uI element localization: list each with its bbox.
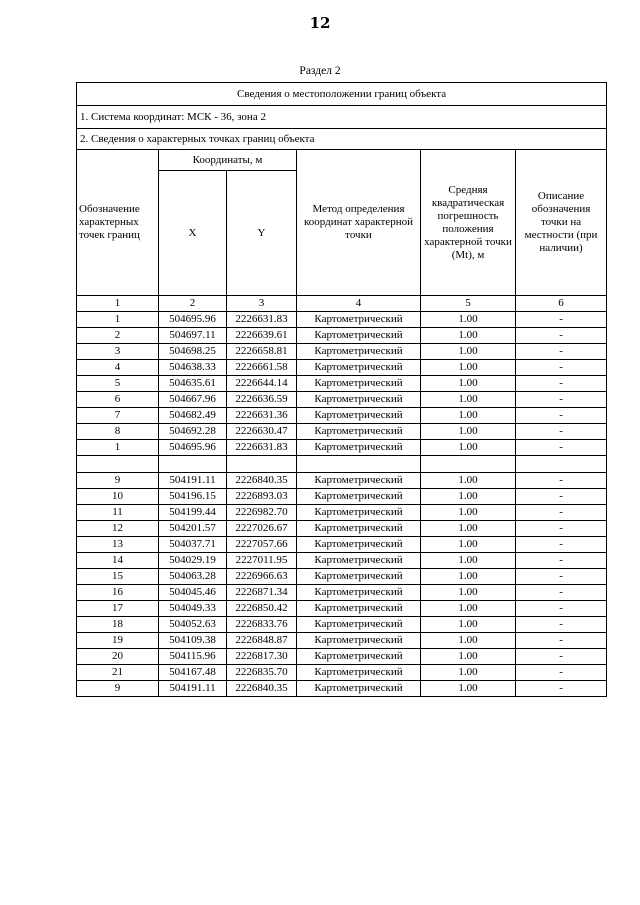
column-number: 2 bbox=[159, 296, 227, 312]
cell-error: 1.00 bbox=[421, 392, 516, 408]
cell-coord-y: 2226871.34 bbox=[227, 585, 297, 601]
cell-description: - bbox=[516, 505, 607, 521]
cell-method: Картометрический bbox=[297, 665, 421, 681]
empty-cell bbox=[227, 456, 297, 473]
table-row bbox=[77, 553, 607, 569]
cell-coord-x: 504667.96 bbox=[159, 392, 227, 408]
cell-error: 1.00 bbox=[421, 376, 516, 392]
cell-point-id: 1 bbox=[77, 312, 159, 328]
cell-coord-x: 504695.96 bbox=[159, 440, 227, 456]
cell-point-id: 21 bbox=[77, 665, 159, 681]
cell-error: 1.00 bbox=[421, 473, 516, 489]
cell-method: Картометрический bbox=[297, 569, 421, 585]
header-x: X bbox=[159, 171, 227, 296]
header-description: Описание обозначения точки на местности (при наличии) bbox=[516, 150, 607, 296]
cell-error: 1.00 bbox=[421, 585, 516, 601]
header-method: Метод определения координат характерной точки bbox=[297, 150, 421, 296]
cell-description: - bbox=[516, 328, 607, 344]
cell-method: Картометрический bbox=[297, 617, 421, 633]
cell-description: - bbox=[516, 569, 607, 585]
empty-cell bbox=[421, 456, 516, 473]
table-row bbox=[77, 360, 607, 376]
cell-description: - bbox=[516, 537, 607, 553]
cell-method: Картометрический bbox=[297, 408, 421, 424]
cell-coord-y: 2226661.58 bbox=[227, 360, 297, 376]
cell-error: 1.00 bbox=[421, 408, 516, 424]
table-row bbox=[77, 633, 607, 649]
cell-point-id: 7 bbox=[77, 408, 159, 424]
cell-description: - bbox=[516, 649, 607, 665]
cell-coord-y: 2226658.81 bbox=[227, 344, 297, 360]
cell-description: - bbox=[516, 360, 607, 376]
cell-coord-y: 2227026.67 bbox=[227, 521, 297, 537]
cell-coord-y: 2226850.42 bbox=[227, 601, 297, 617]
column-number: 6 bbox=[516, 296, 607, 312]
cell-coord-x: 504635.61 bbox=[159, 376, 227, 392]
cell-coord-y: 2226817.30 bbox=[227, 649, 297, 665]
cell-method: Картометрический bbox=[297, 360, 421, 376]
table-row bbox=[77, 376, 607, 392]
table-row bbox=[77, 392, 607, 408]
cell-method: Картометрический bbox=[297, 489, 421, 505]
column-number: 3 bbox=[227, 296, 297, 312]
table-row bbox=[77, 617, 607, 633]
cell-error: 1.00 bbox=[421, 360, 516, 376]
cell-point-id: 16 bbox=[77, 585, 159, 601]
cell-coord-y: 2227011.95 bbox=[227, 553, 297, 569]
table-row bbox=[77, 344, 607, 360]
table-row bbox=[77, 601, 607, 617]
page-number: 12 bbox=[309, 14, 331, 32]
cell-method: Картометрический bbox=[297, 473, 421, 489]
table-row bbox=[77, 681, 607, 697]
table-row bbox=[77, 440, 607, 456]
cell-error: 1.00 bbox=[421, 649, 516, 665]
cell-error: 1.00 bbox=[421, 537, 516, 553]
cell-description: - bbox=[516, 392, 607, 408]
cell-description: - bbox=[516, 489, 607, 505]
cell-coord-x: 504201.57 bbox=[159, 521, 227, 537]
cell-method: Картометрический bbox=[297, 505, 421, 521]
cell-description: - bbox=[516, 376, 607, 392]
cell-coord-x: 504638.33 bbox=[159, 360, 227, 376]
cell-coord-x: 504037.71 bbox=[159, 537, 227, 553]
cell-method: Картометрический bbox=[297, 312, 421, 328]
cell-error: 1.00 bbox=[421, 328, 516, 344]
cell-point-id: 8 bbox=[77, 424, 159, 440]
table-row bbox=[77, 489, 607, 505]
cell-coord-y: 2226636.59 bbox=[227, 392, 297, 408]
cell-method: Картометрический bbox=[297, 681, 421, 697]
cell-method: Картометрический bbox=[297, 649, 421, 665]
cell-coord-x: 504045.46 bbox=[159, 585, 227, 601]
cell-coord-y: 2226835.70 bbox=[227, 665, 297, 681]
cell-point-id: 17 bbox=[77, 601, 159, 617]
table-row bbox=[77, 312, 607, 328]
cell-coord-y: 2226893.03 bbox=[227, 489, 297, 505]
cell-point-id: 20 bbox=[77, 649, 159, 665]
column-number: 1 bbox=[77, 296, 159, 312]
cell-point-id: 14 bbox=[77, 553, 159, 569]
cell-error: 1.00 bbox=[421, 489, 516, 505]
table-title: Сведения о местоположении границ объекта bbox=[77, 83, 607, 106]
cell-coord-x: 504191.11 bbox=[159, 681, 227, 697]
cell-method: Картометрический bbox=[297, 633, 421, 649]
cell-point-id: 5 bbox=[77, 376, 159, 392]
cell-method: Картометрический bbox=[297, 376, 421, 392]
cell-method: Картометрический bbox=[297, 328, 421, 344]
cell-description: - bbox=[516, 521, 607, 537]
cell-description: - bbox=[516, 585, 607, 601]
empty-cell bbox=[516, 456, 607, 473]
cell-coord-y: 2226644.14 bbox=[227, 376, 297, 392]
cell-description: - bbox=[516, 473, 607, 489]
cell-point-id: 18 bbox=[77, 617, 159, 633]
boundary-points-table bbox=[76, 82, 607, 697]
cell-coord-y: 2226840.35 bbox=[227, 681, 297, 697]
cell-coord-x: 504049.33 bbox=[159, 601, 227, 617]
cell-point-id: 6 bbox=[77, 392, 159, 408]
column-numbers-row bbox=[77, 296, 607, 312]
table-row bbox=[77, 521, 607, 537]
cell-error: 1.00 bbox=[421, 424, 516, 440]
column-number: 5 bbox=[421, 296, 516, 312]
cell-coord-y: 2226630.47 bbox=[227, 424, 297, 440]
column-number: 4 bbox=[297, 296, 421, 312]
cell-point-id: 9 bbox=[77, 681, 159, 697]
cell-coord-y: 2227057.66 bbox=[227, 537, 297, 553]
cell-error: 1.00 bbox=[421, 617, 516, 633]
cell-error: 1.00 bbox=[421, 633, 516, 649]
cell-point-id: 12 bbox=[77, 521, 159, 537]
cell-coord-x: 504191.11 bbox=[159, 473, 227, 489]
cell-description: - bbox=[516, 440, 607, 456]
table-row bbox=[77, 665, 607, 681]
table-row bbox=[77, 424, 607, 440]
cell-description: - bbox=[516, 681, 607, 697]
cell-coord-x: 504052.63 bbox=[159, 617, 227, 633]
cell-coord-x: 504109.38 bbox=[159, 633, 227, 649]
cell-point-id: 11 bbox=[77, 505, 159, 521]
cell-error: 1.00 bbox=[421, 665, 516, 681]
cell-method: Картометрический bbox=[297, 585, 421, 601]
cell-method: Картометрический bbox=[297, 392, 421, 408]
cell-error: 1.00 bbox=[421, 505, 516, 521]
cell-coord-x: 504029.19 bbox=[159, 553, 227, 569]
cell-coord-y: 2226631.83 bbox=[227, 440, 297, 456]
cell-point-id: 19 bbox=[77, 633, 159, 649]
cell-description: - bbox=[516, 633, 607, 649]
cell-coord-y: 2226982.70 bbox=[227, 505, 297, 521]
empty-cell bbox=[297, 456, 421, 473]
cell-description: - bbox=[516, 553, 607, 569]
cell-coord-x: 504682.49 bbox=[159, 408, 227, 424]
cell-description: - bbox=[516, 601, 607, 617]
cell-coord-y: 2226966.63 bbox=[227, 569, 297, 585]
cell-coord-y: 2226840.35 bbox=[227, 473, 297, 489]
cell-coord-x: 504698.25 bbox=[159, 344, 227, 360]
header-y: Y bbox=[227, 171, 297, 296]
cell-method: Картометрический bbox=[297, 424, 421, 440]
header-designation: Обозначение характерных точек границ bbox=[77, 150, 159, 296]
cell-description: - bbox=[516, 312, 607, 328]
cell-point-id: 15 bbox=[77, 569, 159, 585]
cell-coord-x: 504697.11 bbox=[159, 328, 227, 344]
cell-coord-x: 504063.28 bbox=[159, 569, 227, 585]
table-row bbox=[77, 473, 607, 489]
cell-coord-y: 2226639.61 bbox=[227, 328, 297, 344]
points-heading: 2. Сведения о характерных точках границ объекта bbox=[77, 129, 607, 150]
cell-error: 1.00 bbox=[421, 521, 516, 537]
cell-error: 1.00 bbox=[421, 344, 516, 360]
table-row bbox=[77, 585, 607, 601]
cell-method: Картометрический bbox=[297, 537, 421, 553]
empty-cell bbox=[77, 456, 159, 473]
cell-description: - bbox=[516, 665, 607, 681]
cell-error: 1.00 bbox=[421, 312, 516, 328]
table-row bbox=[77, 328, 607, 344]
cell-description: - bbox=[516, 408, 607, 424]
table-row bbox=[77, 649, 607, 665]
cell-method: Картометрический bbox=[297, 521, 421, 537]
cell-error: 1.00 bbox=[421, 681, 516, 697]
empty-cell bbox=[159, 456, 227, 473]
table-row bbox=[77, 408, 607, 424]
cell-point-id: 9 bbox=[77, 473, 159, 489]
group-separator-row bbox=[77, 456, 607, 473]
cell-point-id: 13 bbox=[77, 537, 159, 553]
cell-description: - bbox=[516, 617, 607, 633]
cell-method: Картометрический bbox=[297, 553, 421, 569]
header-error: Средняя квадратическая погрешность положения характерной точки (Mt), м bbox=[421, 150, 516, 296]
cell-coord-y: 2226631.36 bbox=[227, 408, 297, 424]
table-row bbox=[77, 569, 607, 585]
header-coordinates: Координаты, м bbox=[159, 150, 297, 171]
cell-error: 1.00 bbox=[421, 440, 516, 456]
section-label: Раздел 2 bbox=[299, 65, 341, 77]
cell-coord-x: 504199.44 bbox=[159, 505, 227, 521]
coordinate-system: 1. Система координат: МСК - 36, зона 2 bbox=[77, 106, 607, 129]
cell-description: - bbox=[516, 344, 607, 360]
cell-point-id: 1 bbox=[77, 440, 159, 456]
cell-point-id: 4 bbox=[77, 360, 159, 376]
cell-error: 1.00 bbox=[421, 569, 516, 585]
cell-error: 1.00 bbox=[421, 553, 516, 569]
cell-coord-x: 504196.15 bbox=[159, 489, 227, 505]
table-row bbox=[77, 537, 607, 553]
cell-coord-y: 2226848.87 bbox=[227, 633, 297, 649]
cell-coord-y: 2226631.83 bbox=[227, 312, 297, 328]
cell-coord-x: 504167.48 bbox=[159, 665, 227, 681]
cell-coord-x: 504115.96 bbox=[159, 649, 227, 665]
cell-coord-x: 504695.96 bbox=[159, 312, 227, 328]
cell-method: Картометрический bbox=[297, 344, 421, 360]
cell-method: Картометрический bbox=[297, 601, 421, 617]
cell-point-id: 10 bbox=[77, 489, 159, 505]
cell-point-id: 3 bbox=[77, 344, 159, 360]
cell-method: Картометрический bbox=[297, 440, 421, 456]
cell-coord-x: 504692.28 bbox=[159, 424, 227, 440]
cell-description: - bbox=[516, 424, 607, 440]
table-row bbox=[77, 505, 607, 521]
cell-point-id: 2 bbox=[77, 328, 159, 344]
cell-coord-y: 2226833.76 bbox=[227, 617, 297, 633]
cell-error: 1.00 bbox=[421, 601, 516, 617]
